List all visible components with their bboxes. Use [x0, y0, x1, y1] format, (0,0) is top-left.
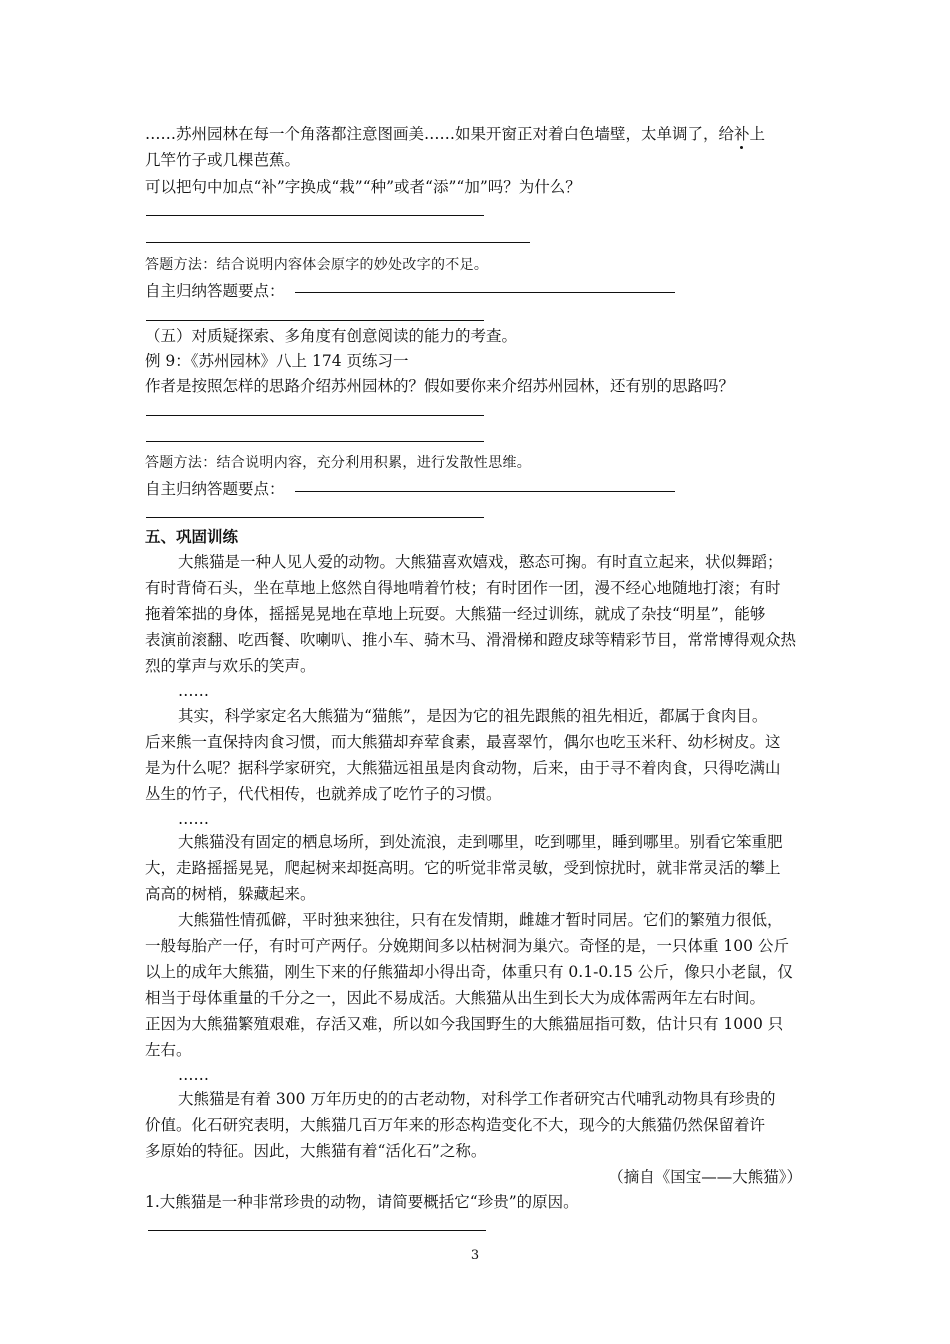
paragraph-line: 烈的掌声与欢乐的笑声。: [145, 657, 316, 675]
method-text: 答题方法：结合说明内容体会原字的妙处改字的不足。: [145, 257, 489, 273]
quote-line-2: 几竿竹子或几棵芭蕉。: [145, 151, 301, 169]
question-text: 作者是按照怎样的思路介绍苏州园林的？假如要你来介绍苏州园林，还有别的思路吗？: [145, 377, 735, 395]
paragraph-line: 以上的成年大熊猫，刚生下来的仔熊猫却小得出奇，体重只有 0.1-0.15 公斤，像只小老鼠，仅: [145, 963, 793, 981]
paragraph-line: 大熊猫是一种人见人爱的动物。大熊猫喜欢嬉戏，憨态可掬。有时直立起来，状似舞蹈；: [178, 553, 783, 571]
section-heading: （五）对质疑探索、多角度有创意阅读的能力的考查。: [145, 327, 518, 345]
dotted-char: 补: [734, 121, 750, 147]
paragraph-line: 后来熊一直保持肉食习惯，而大熊猫却弃荤食素，最喜翠竹，偶尔也吃玉米秆、幼杉树皮。这: [145, 733, 781, 751]
answer-line[interactable]: [146, 415, 484, 416]
paragraph-line: 大熊猫是有着 300 万年历史的的古老动物，对科学工作者研究古代哺乳动物具有珍贵的: [178, 1090, 776, 1108]
summary-answer-line[interactable]: [295, 292, 675, 293]
summary-answer-line[interactable]: [295, 491, 675, 492]
source-citation: （摘自《国宝——大熊猫》）: [608, 1168, 802, 1186]
paragraph-line: 其实，科学家定名大熊猫为“猫熊”，是因为它的祖先跟熊的祖先相近，都属于食肉目。: [178, 707, 768, 725]
summary-label: 自主归纳答题要点：: [145, 480, 285, 498]
paragraph-line: 表演前滚翻、吃西餐、吹喇叭、推小车、骑木马、滑滑梯和蹬皮球等精彩节目，常常博得观众热: [145, 631, 797, 649]
paragraph-line: 大熊猫没有固定的栖息场所，到处流浪，走到哪里，吃到哪里，睡到哪里。别看它笨重肥: [178, 833, 783, 851]
paragraph-line: 多原始的特征。因此，大熊猫有着“活化石”之称。: [145, 1142, 487, 1160]
quote-line-1: [145, 121, 813, 147]
paragraph-line: 正因为大熊猫繁殖艰难，存活又难，所以如今我国野生的大熊猫屈指可数，估计只有 1000 只: [145, 1015, 784, 1033]
paragraph-line: 拖着笨拙的身体，摇摇晃晃地在草地上玩耍。大熊猫一经过训练，就成了杂技“明星”，能够: [145, 605, 766, 623]
quote-text: ……苏州园林在每一个角落都注意图画美……如果开窗正对着白色墙壁，太单调了，给: [145, 125, 735, 143]
paragraph-line: 有时背倚石头，坐在草地上悠然自得地啃着竹枝；有时团作一团，漫不经心地随地打滚；有时: [145, 579, 781, 597]
paragraph-line: 高高的树梢，躲藏起来。: [145, 885, 316, 903]
method-text: 答题方法：结合说明内容，充分利用积累，进行发散性思维。: [145, 455, 532, 471]
example-label: 例 9：《苏州园林》八上 174 页练习一: [145, 352, 409, 370]
answer-line[interactable]: [146, 242, 530, 243]
paragraph-line: 大熊猫性情孤僻，平时独来独往，只有在发情期，雌雄才暂时同居。它们的繁殖力很低，: [178, 911, 783, 929]
ellipsis: ……: [178, 682, 209, 700]
question-text: 1.大熊猫是一种非常珍贵的动物，请简要概括它“珍贵”的原因。: [145, 1193, 579, 1211]
practice-heading: 五、巩固训练: [145, 527, 239, 546]
paragraph-line: 大，走路摇摇晃晃，爬起树来却挺高明。它的听觉非常灵敏，受到惊扰时，就非常灵活的攀上: [145, 859, 781, 877]
answer-line[interactable]: [146, 441, 484, 442]
paragraph-line: 是为什么呢？据科学家研究，大熊猫远祖虽是肉食动物，后来，由于寻不着肉食，只得吃满山: [145, 759, 781, 777]
answer-line[interactable]: [148, 1230, 486, 1231]
ellipsis: ……: [178, 810, 209, 828]
answer-line[interactable]: [146, 320, 484, 321]
answer-line[interactable]: [146, 215, 484, 216]
ellipsis: ……: [178, 1066, 209, 1084]
paragraph-line: 价值。化石研究表明，大熊猫几百万年来的形态构造变化不大，现今的大熊猫仍然保留着许: [145, 1116, 766, 1134]
paragraph-line: 左右。: [145, 1041, 192, 1059]
page-number: 3: [470, 1248, 480, 1263]
answer-line[interactable]: [146, 517, 484, 518]
question-text: 可以把句中加点“补”字换成“栽”“种”或者“添”“加”吗？为什么？: [145, 178, 581, 196]
paragraph-line: 相当于母体重量的千分之一，因此不易成活。大熊猫从出生到长大为成体需两年左右时间。: [145, 989, 766, 1007]
paragraph-line: 丛生的竹子，代代相传，也就养成了吃竹子的习惯。: [145, 785, 502, 803]
quote-text-end: 上: [749, 125, 766, 143]
summary-label: 自主归纳答题要点：: [145, 282, 285, 300]
paragraph-line: 一般每胎产一仔，有时可产两仔。分娩期间多以枯树洞为巢穴。奇怪的是，一只体重 100 公斤: [145, 937, 789, 955]
